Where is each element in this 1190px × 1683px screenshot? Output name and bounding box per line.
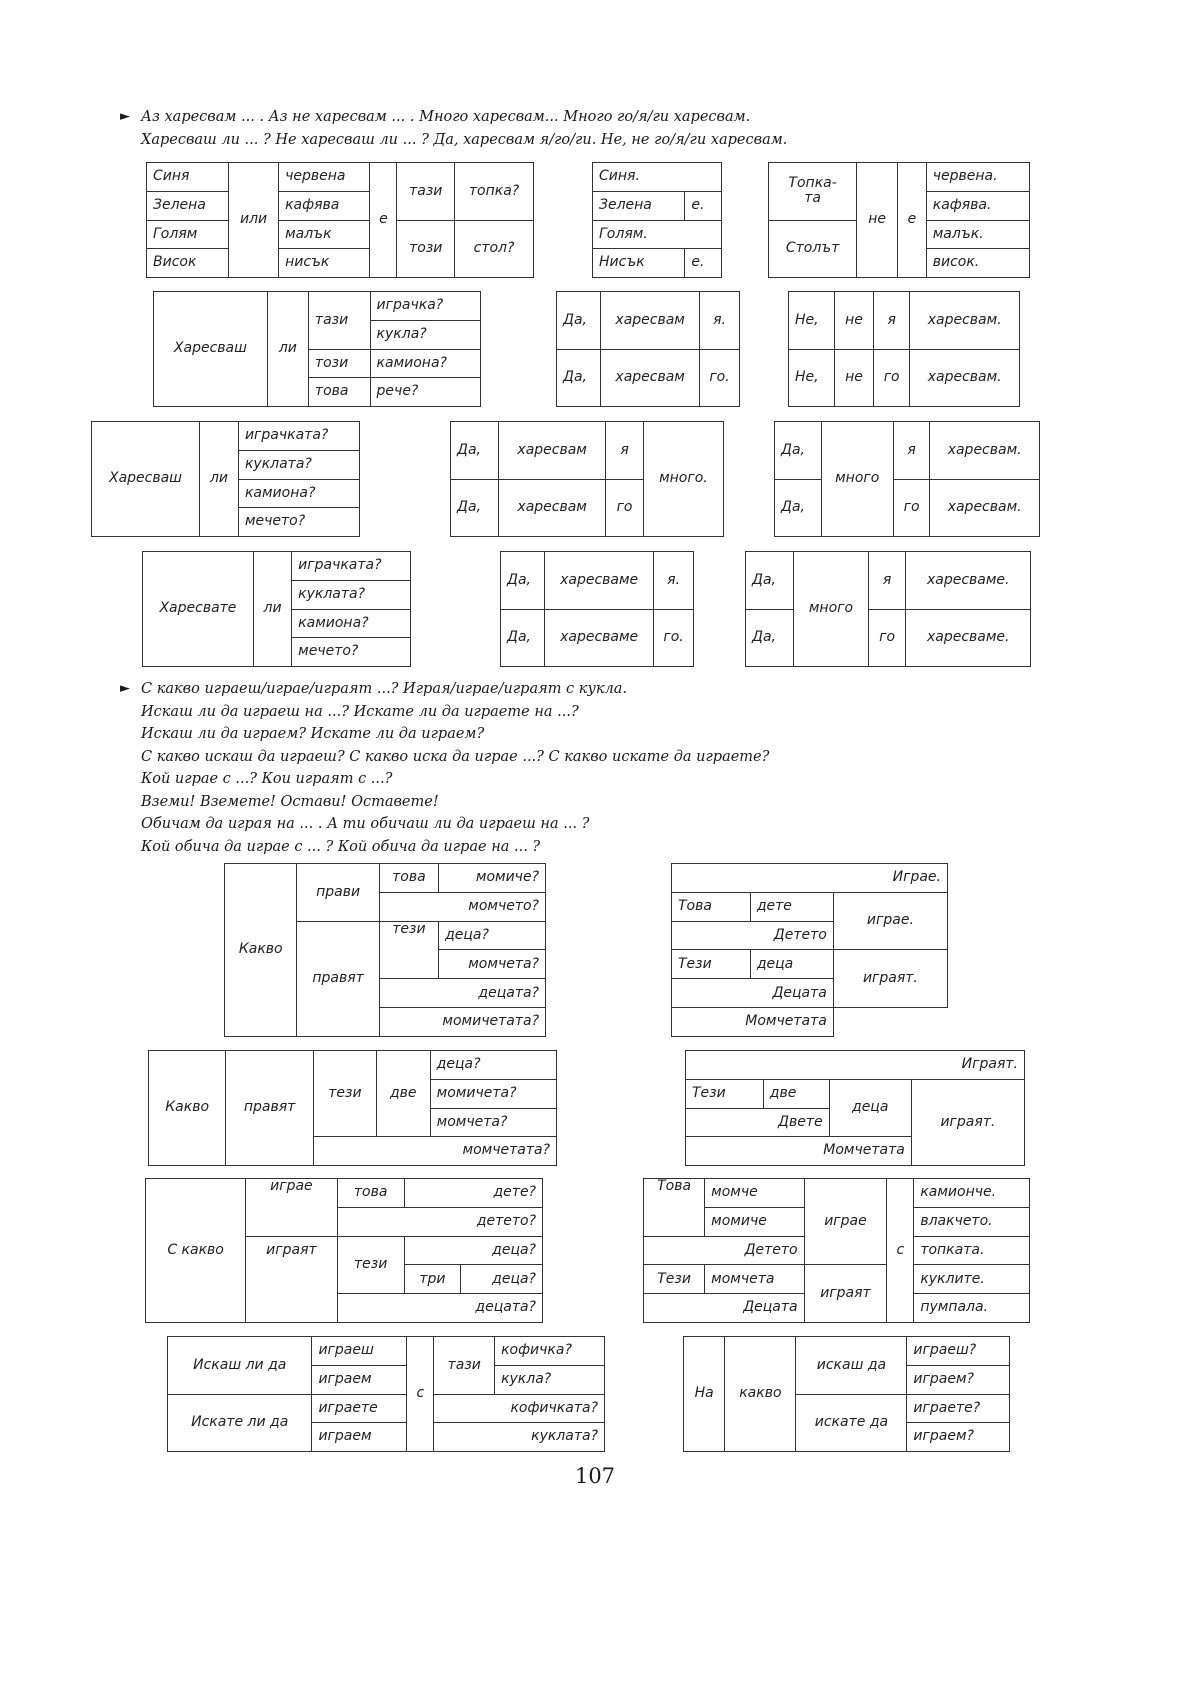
table-cell: Голям	[147, 220, 229, 249]
table-cell: Детето	[672, 921, 834, 950]
table-cell: я	[606, 422, 644, 480]
table-cell: го	[606, 479, 644, 537]
table-cell: момчетата?	[313, 1137, 556, 1166]
table-cell: с	[887, 1179, 914, 1323]
table-cell: кукла?	[495, 1365, 605, 1394]
table-cell: ли	[253, 552, 291, 667]
table-cell: играе	[246, 1179, 337, 1237]
table-cell: кофичката?	[434, 1394, 605, 1423]
table-cell: Искаш ли да	[168, 1337, 312, 1395]
table-cell: правят	[297, 921, 379, 1036]
intro-line: Обичам да играя на ... . А ти обичаш ли да играеш на ... ?	[141, 816, 590, 832]
table-cell: Харесваш	[92, 422, 200, 537]
table-iskash-li-da	[167, 1336, 605, 1452]
table-cell: момче	[705, 1179, 804, 1208]
table-cell: Зелена	[147, 191, 229, 220]
table-cell: го.	[700, 349, 740, 407]
table-tova-dete-igrae	[671, 863, 948, 1037]
table-cell: две	[376, 1051, 430, 1137]
table-cell: този	[308, 349, 370, 378]
table-kakvo-pravi	[224, 863, 546, 1037]
table-cell: тази	[397, 163, 455, 221]
intro-block-1	[120, 106, 787, 151]
table-tova-momche-igrae-s	[643, 1178, 1030, 1323]
table-cell: харесвам.	[930, 422, 1040, 480]
table-cell: я	[873, 292, 909, 350]
table-cell	[833, 1008, 947, 1037]
table-haresvash-li	[153, 291, 481, 407]
table-cell: момчета?	[439, 950, 546, 979]
table-cell: го	[893, 479, 929, 537]
bullet-arrow-icon: ►	[120, 681, 130, 696]
table-cell: го.	[654, 609, 694, 667]
table-cell: деца?	[430, 1051, 556, 1080]
table-na-kakvo	[683, 1336, 1010, 1452]
table-cell: куклата?	[238, 450, 359, 479]
table-cell: го	[873, 349, 909, 407]
table-cell: дете	[750, 892, 833, 921]
table-cell: играчката?	[292, 552, 411, 581]
table-cell: много.	[643, 422, 723, 537]
table-cell: Играят.	[686, 1051, 1025, 1080]
table-cell: играят	[246, 1236, 337, 1322]
table-cell: камионче.	[914, 1179, 1030, 1208]
table-cell: малък.	[926, 220, 1029, 249]
table-cell: С какво	[146, 1179, 246, 1323]
table-cell: Това	[672, 892, 751, 921]
table-da-mnogo-haresvam	[774, 421, 1040, 537]
table-ne-e	[768, 162, 1030, 278]
table-cell: харесвам	[499, 479, 606, 537]
table-cell: децата?	[379, 979, 545, 1008]
intro-line: Аз харесвам ... . Аз не харесвам ... . Много харесвам... Много го/я/ги харесвам.	[141, 109, 751, 125]
table-cell: играе	[804, 1179, 887, 1265]
table-cell: Не,	[789, 292, 835, 350]
table-cell: играете	[312, 1394, 407, 1423]
table-cell: нисък	[279, 249, 370, 278]
table-cell: е	[370, 163, 397, 278]
intro-line: Вземи! Вземете! Остави! Оставете!	[141, 793, 439, 810]
table-cell: деца?	[439, 921, 546, 950]
table-cell: Да,	[451, 479, 499, 537]
table-cell: играем	[312, 1423, 407, 1452]
table-cell: харесвам.	[930, 479, 1040, 537]
table-cell: много	[821, 422, 893, 537]
table-cell: Какво	[149, 1051, 226, 1166]
table-cell: мечето?	[238, 508, 359, 537]
table-cell: деца?	[404, 1236, 542, 1265]
table-cell: куклата?	[434, 1423, 605, 1452]
table-cell: камиона?	[238, 479, 359, 508]
table-cell: искаш да	[796, 1337, 907, 1395]
table-cell: или	[229, 163, 279, 278]
table-cell: дете?	[404, 1179, 542, 1208]
table-cell: харесваме.	[906, 552, 1031, 610]
table-cell: Да,	[557, 349, 601, 407]
table-da-haresvam	[556, 291, 740, 407]
table-cell: кофичка?	[495, 1337, 605, 1366]
table-ne-haresvam	[788, 291, 1020, 407]
table-cell: Искате ли да	[168, 1394, 312, 1452]
table-cell: червена.	[926, 163, 1029, 192]
table-cell: Голям.	[593, 220, 722, 249]
table-cell: деца?	[461, 1265, 543, 1294]
intro-line: Искаш ли да играем? Искате ли да играем?	[141, 726, 485, 742]
table-haresvate-li	[142, 551, 411, 667]
table-cell: детето?	[337, 1207, 542, 1236]
table-cell: тази	[308, 292, 370, 350]
table-cell: Двете	[686, 1108, 830, 1137]
table-cell: играем?	[907, 1365, 1010, 1394]
table-cell: Да,	[746, 609, 794, 667]
table-cell: я.	[654, 552, 694, 610]
table-cell: тези	[313, 1051, 376, 1137]
table-cell: Да,	[746, 552, 794, 610]
table-cell: Момчетата	[686, 1137, 912, 1166]
table-cell: момичета?	[430, 1079, 556, 1108]
table-cell: какво	[725, 1337, 796, 1452]
table-cell: кафява	[279, 191, 370, 220]
table-cell: рече?	[370, 378, 480, 407]
bullet-arrow-icon: ►	[120, 109, 130, 124]
table-answers-e	[592, 162, 722, 278]
table-cell: камиона?	[292, 609, 411, 638]
table-cell: Да,	[501, 552, 545, 610]
intro-line: С какво искаш да играеш? С какво иска да играе ...? С какво искате да играете?	[141, 748, 770, 765]
table-cell: играем	[312, 1365, 407, 1394]
table-cell: тези	[337, 1236, 404, 1294]
table-da-mnogo-haresvame	[745, 551, 1031, 667]
table-cell: ли	[199, 422, 238, 537]
table-cell: влакчето.	[914, 1207, 1030, 1236]
table-cell: Да,	[557, 292, 601, 350]
table-cell: деца	[829, 1079, 911, 1137]
page-number: 107	[574, 1464, 616, 1488]
table-cell: кафява.	[926, 191, 1029, 220]
table-cell: харесвам	[499, 422, 606, 480]
table-cell: харесвам	[601, 292, 700, 350]
table-cell: момиче?	[439, 864, 546, 893]
table-cell: Това	[644, 1179, 705, 1237]
table-cell: Тези	[686, 1079, 764, 1108]
table-cell: това	[308, 378, 370, 407]
table-cell: Тези	[672, 950, 751, 979]
table-cell: кукла?	[370, 320, 480, 349]
table-cell: искате да	[796, 1394, 907, 1452]
table-cell: малък	[279, 220, 370, 249]
table-cell: това	[337, 1179, 404, 1208]
table-cell: Тези	[644, 1265, 705, 1294]
table-cell: две	[763, 1079, 829, 1108]
table-cell: топка?	[455, 163, 534, 221]
table-cell: не	[835, 292, 874, 350]
table-cell: това	[379, 864, 438, 893]
table-cell: играете?	[907, 1394, 1010, 1423]
intro-line: Кой играе с ...? Кои играят с ...?	[141, 771, 393, 787]
table-s-kakvo	[145, 1178, 543, 1323]
table-cell: харесвам.	[910, 349, 1020, 407]
table-cell: Харесвате	[143, 552, 254, 667]
table-cell: тези	[379, 921, 438, 979]
intro-line: С какво играеш/играе/играят ...? Играя/играе/играят с кукла.	[141, 681, 628, 697]
table-cell: ли	[267, 292, 308, 407]
table-cell: На	[684, 1337, 725, 1452]
table-cell: този	[397, 220, 455, 278]
table-cell: Висок	[147, 249, 229, 278]
table-cell: не	[857, 163, 898, 278]
table-cell: Да,	[451, 422, 499, 480]
table-cell: играчка?	[370, 292, 480, 321]
intro-line: Харесваш ли ... ? Не харесваш ли ... ? Да, харесвам я/го/ги. Не, не го/я/ги харесвам.	[141, 131, 788, 148]
table-cell: момчета?	[430, 1108, 556, 1137]
table-cell: три	[404, 1265, 460, 1294]
table-cell: Момчетата	[672, 1008, 834, 1037]
table-cell: правят	[226, 1051, 314, 1166]
table-cell: Синя.	[593, 163, 722, 192]
table-cell: играем?	[907, 1423, 1010, 1452]
table-cell: харесвам.	[910, 292, 1020, 350]
table-cell: момиче	[705, 1207, 804, 1236]
table-cell: Децата	[672, 979, 834, 1008]
table-cell: децата?	[337, 1294, 542, 1323]
table-cell: Да,	[775, 422, 822, 480]
table-cell: Зелена	[593, 191, 685, 220]
table-cell: Харесваш	[154, 292, 268, 407]
table-cell: харесваме.	[906, 609, 1031, 667]
table-cell: Синя	[147, 163, 229, 192]
table-cell: стол?	[455, 220, 534, 278]
table-cell: червена	[279, 163, 370, 192]
table-cell: харесвам	[601, 349, 700, 407]
table-kakvo-pravyat-dve	[148, 1050, 557, 1166]
table-cell: с	[407, 1337, 434, 1452]
table-da-haresvame	[500, 551, 694, 667]
table-cell: играят.	[911, 1079, 1024, 1165]
table-cell: Детето	[644, 1236, 805, 1265]
table-cell: е	[898, 163, 927, 278]
table-cell: Топка- та	[769, 163, 857, 221]
table-cell: Столът	[769, 220, 857, 278]
table-cell: не	[835, 349, 874, 407]
table-cell: го	[868, 609, 906, 667]
table-cell: харесваме	[545, 552, 654, 610]
table-cell: момчета	[705, 1265, 804, 1294]
table-cell: камиона?	[370, 349, 480, 378]
table-cell: харесваме	[545, 609, 654, 667]
table-cell: тази	[434, 1337, 495, 1395]
table-cell: Играе.	[672, 864, 948, 893]
table-cell: куклите.	[914, 1265, 1030, 1294]
table-haresvash-definite	[91, 421, 360, 537]
intro-line: Кой обича да играе с ... ? Кой обича да играе на ... ?	[141, 838, 541, 855]
table-cell: Да,	[501, 609, 545, 667]
table-cell: я	[868, 552, 906, 610]
table-cell: момичетата?	[379, 1008, 545, 1037]
table-cell: играят.	[833, 950, 947, 1008]
table-cell: мечето?	[292, 638, 411, 667]
table-cell: висок.	[926, 249, 1029, 278]
table-cell: е.	[685, 249, 722, 278]
table-cell: куклата?	[292, 580, 411, 609]
table-cell: деца	[750, 950, 833, 979]
table-cell: Да,	[775, 479, 822, 537]
table-cell: я	[893, 422, 929, 480]
table-cell: играчката?	[238, 422, 359, 451]
table-cell: играеш?	[907, 1337, 1010, 1366]
table-cell: топката.	[914, 1236, 1030, 1265]
table-cell: Нисък	[593, 249, 685, 278]
table-cell: прави	[297, 864, 379, 922]
table-color-size	[146, 162, 534, 278]
table-cell: Децата	[644, 1294, 805, 1323]
table-tezi-dve-deca	[685, 1050, 1025, 1166]
table-cell: играят	[804, 1265, 887, 1323]
table-cell: пумпала.	[914, 1294, 1030, 1323]
table-cell: момчето?	[379, 892, 545, 921]
table-cell: много	[794, 552, 869, 667]
table-cell: Какво	[225, 864, 297, 1037]
table-cell: играеш	[312, 1337, 407, 1366]
table-cell: играе.	[833, 892, 947, 950]
table-cell: е.	[685, 191, 722, 220]
intro-block-2	[120, 678, 769, 858]
table-cell: Не,	[789, 349, 835, 407]
table-da-haresvam-mnogo	[450, 421, 724, 537]
table-cell: я.	[700, 292, 740, 350]
intro-line: Искаш ли да играеш на ...? Искате ли да играете на ...?	[141, 703, 579, 720]
